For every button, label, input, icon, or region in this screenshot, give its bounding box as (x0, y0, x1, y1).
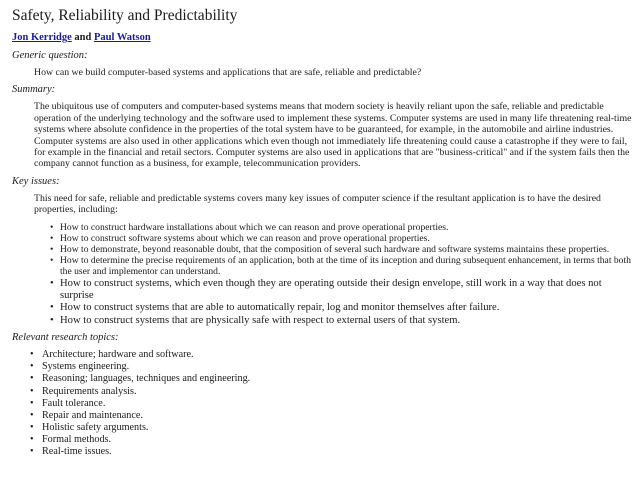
list-item: • Reasoning; languages, techniques and engineering. (30, 373, 632, 385)
key-issues-list (50, 222, 632, 328)
key-issues-label: Key issues: (12, 175, 60, 187)
author-link-kerridge[interactable]: Jon Kerridge (12, 32, 72, 43)
summary-label: Summary: (12, 84, 56, 96)
list-item: • Requirements analysis. (30, 386, 632, 398)
list-item: • How to determine the precise requirements of an application, both at the time of its inception and during subsequent enhancement, in terms that both the user and implementor can understand. (50, 255, 632, 277)
list-item: • How to construct software systems about which we can reason and prove operational properties. (50, 233, 632, 244)
list-item: • Formal methods. (30, 434, 632, 446)
authors-conjunction: and (71, 32, 94, 43)
list-item: • Real-time issues. (30, 446, 632, 458)
key-issues-intro: This need for safe, reliable and predictable systems covers many key issues of computer science if the resultant application is to have the desired properties, including: (34, 192, 601, 216)
list-item: • Fault tolerance. (30, 398, 632, 410)
generic-question-text: How can we build computer-based systems and applications that are safe, reliable and predictable? (34, 67, 422, 78)
summary-text: The ubiquitous use of computers and computer-based systems means that modern society is heavily reliant upon the safe, reliable and predictable operation of the underlying technology and the software used to implement these systems. Computer systems are used in many life threatening real-time systems where absolute confidence in the properties of the total system have to be guaranteed, for example, in the automobile and airline industries. Computer systems are also used in other applications which even though not immediately life threatening could cause a catastrophe if they were to fail, for example in the financial and retail sectors. Computer systems are also used in applications that are "business-critical" and if the system fails then the company cannot function as a business, for example, telecommunication providers. (34, 101, 632, 170)
list-item: • How to construct systems that are physically safe with respect to external users of that system. (50, 315, 632, 327)
author-link-watson[interactable]: Paul Watson (93, 32, 151, 43)
research-topics-label: Relevant research topics: (12, 332, 119, 344)
list-item: • Architecture; hardware and software. (30, 349, 632, 361)
list-item: • Systems engineering. (30, 361, 632, 373)
list-item: • How to construct systems that are able to automatically repair, log and monitor themselves after failure. (50, 302, 632, 314)
authors-line (12, 32, 632, 44)
list-item: • How to construct hardware installations about which we can reason and prove operational properties. (50, 222, 632, 233)
list-item: • How to demonstrate, beyond reasonable doubt, that the composition of several such hardware and software systems maintains these properties. (50, 244, 632, 255)
generic-question-label: Generic question: (12, 50, 88, 61)
list-item: • Holistic safety arguments. (30, 422, 632, 434)
research-topics-list (30, 349, 632, 458)
page-title: Safety, Reliability and Predictability (12, 7, 238, 24)
list-item: • Repair and maintenance. (30, 410, 632, 422)
list-item: • How to construct systems, which even though they are operating outside their design envelope, still work in a way that does not surprise (50, 278, 632, 303)
